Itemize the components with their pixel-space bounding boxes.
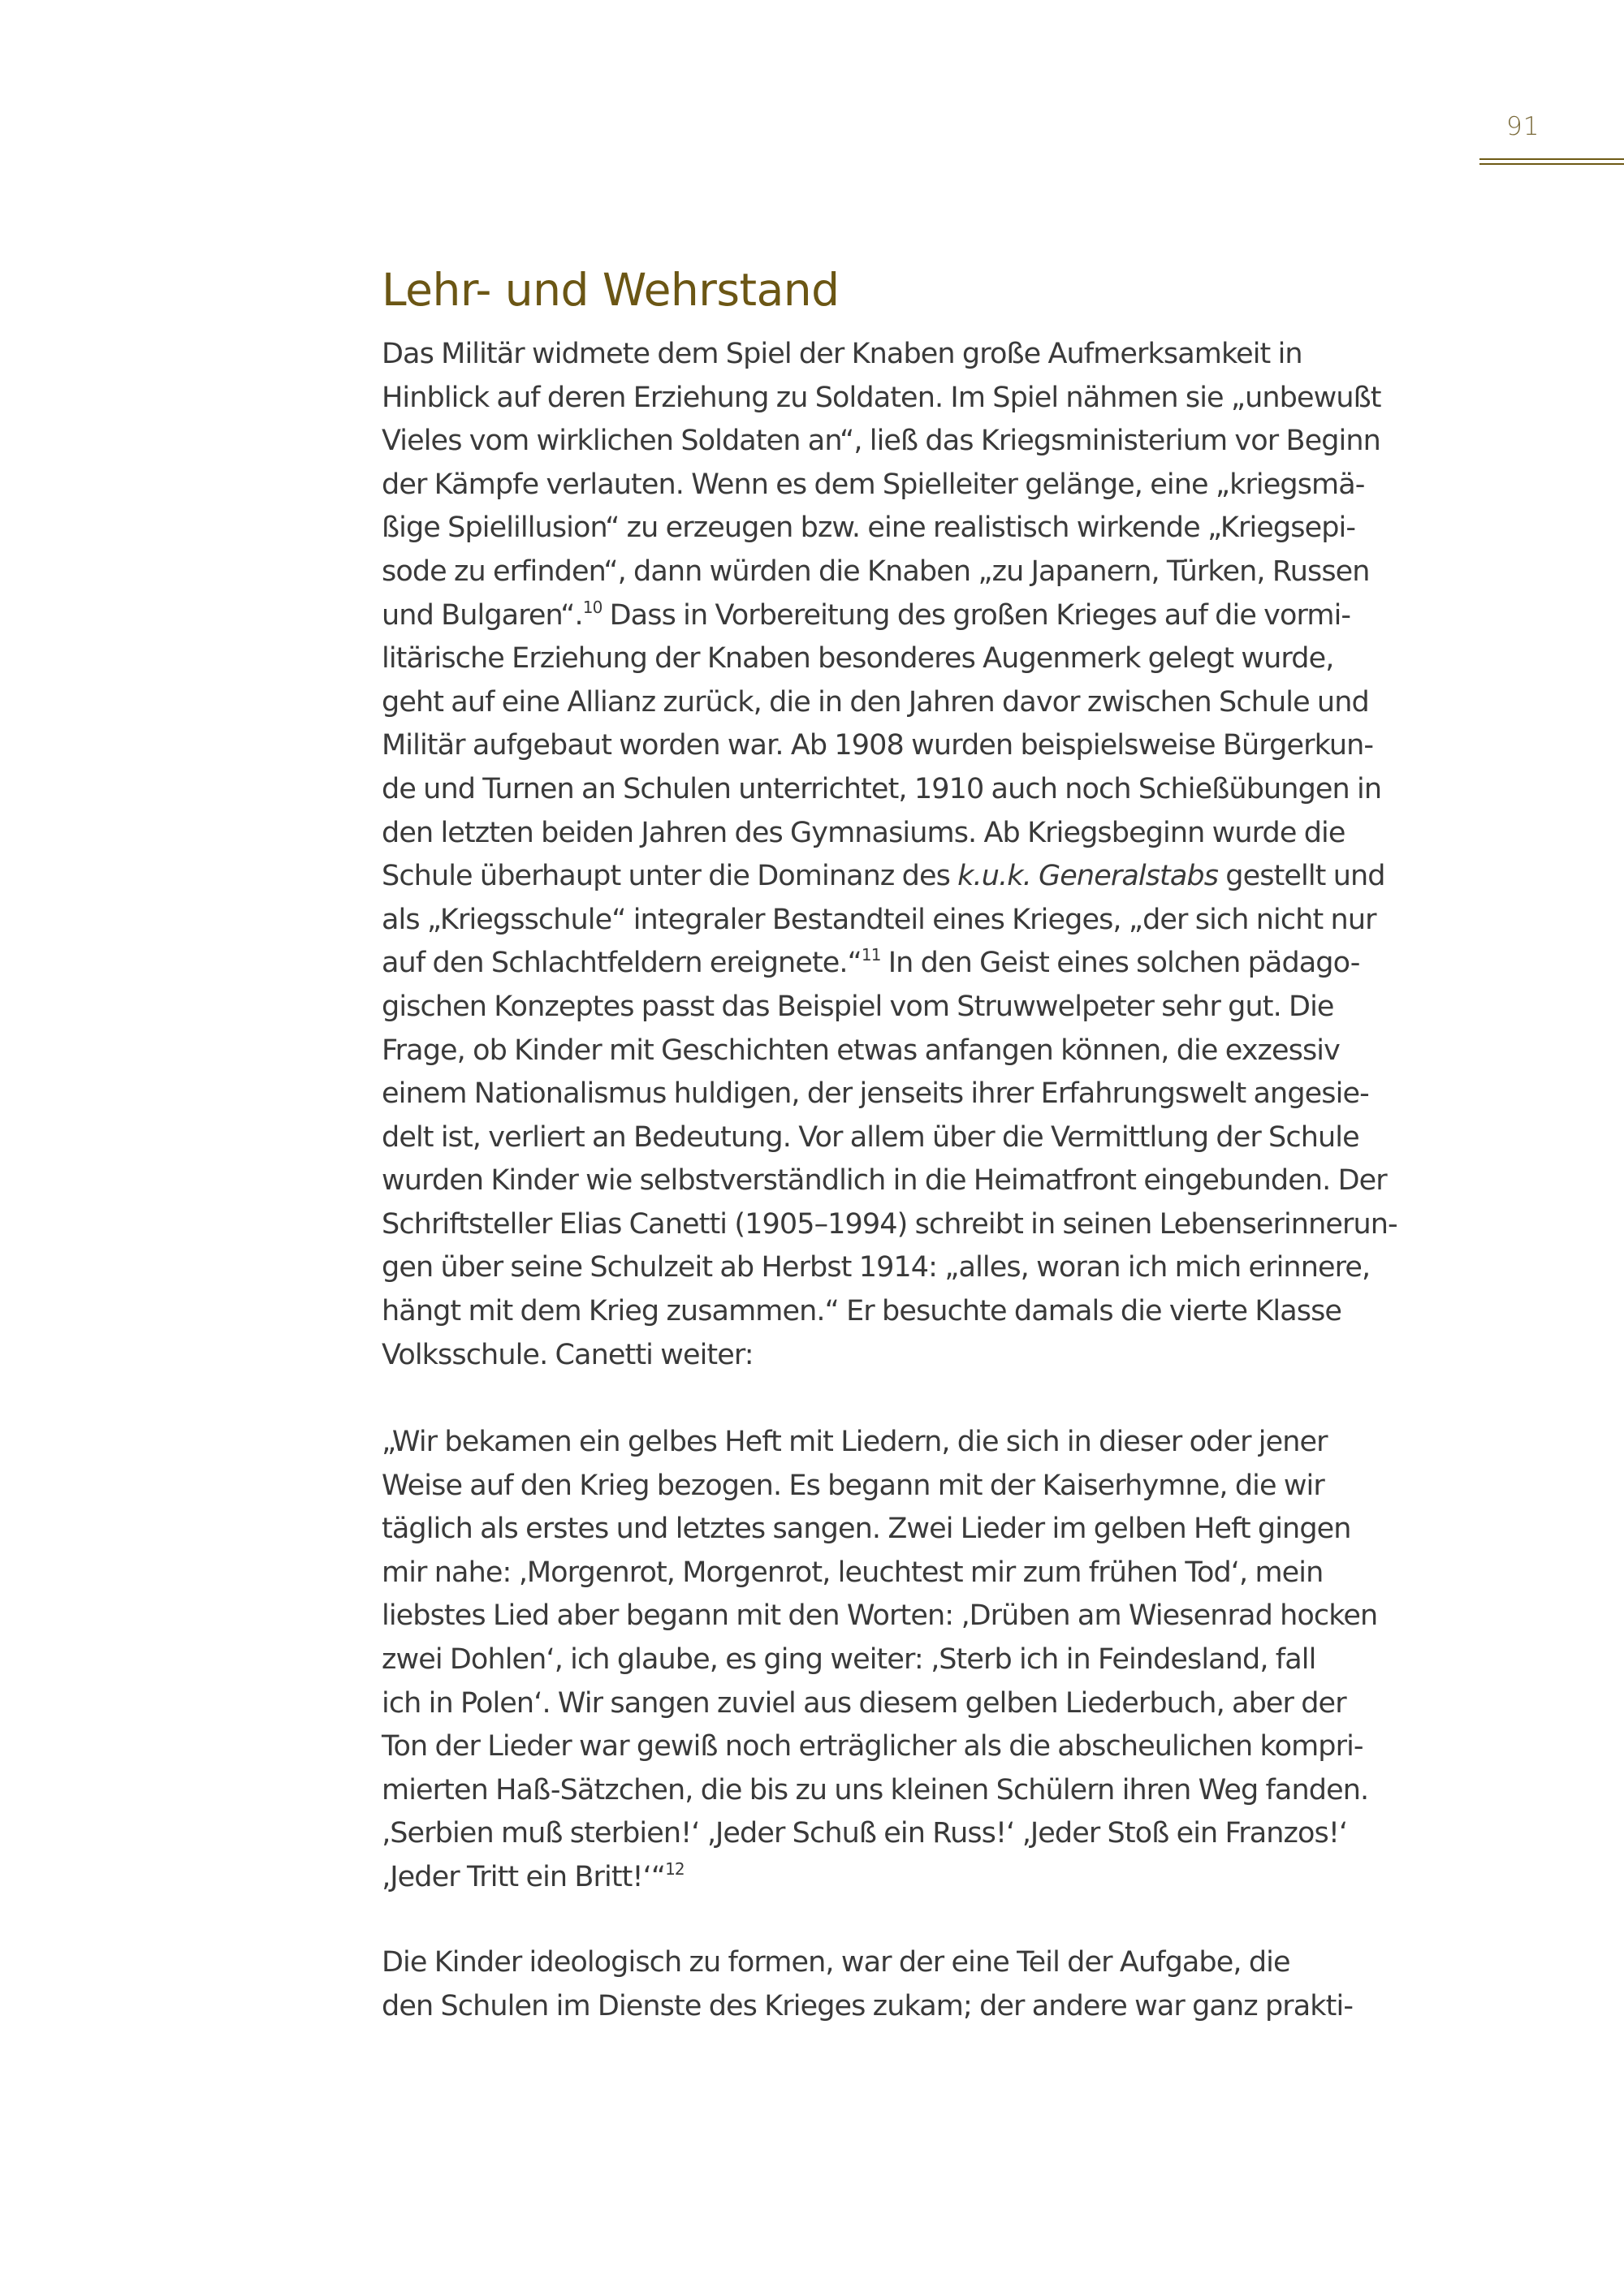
- page-number: 91: [1506, 112, 1540, 141]
- text-span: ‚Jeder Tritt ein Britt!‘“: [382, 1860, 666, 1893]
- text-span: Schriftsteller Elias Canetti (1905–1994) schreibt in seinen Lebenserinnerun-: [382, 1207, 1397, 1241]
- text-line: [382, 1638, 1462, 1682]
- text-span: Das Militär widmete dem Spiel der Knaben große Aufmerksamkeit in: [382, 338, 1302, 370]
- text-line: [382, 942, 1462, 986]
- text-span: zwei Dohlen‘, ich glaube, es ging weiter: ‚Sterb ich in Feindesland, fall: [382, 1642, 1316, 1676]
- header-rule: [1479, 158, 1624, 160]
- text-span: Die Kinder ideologisch zu formen, war der eine Teil der Aufgabe, die: [382, 1946, 1290, 1979]
- text-line: [382, 1334, 1462, 1378]
- text-span: ‚Serbien muß sterbien!‘ ‚Jeder Schuß ein Russ!‘ ‚Jeder Stoß ein Franzos!‘: [382, 1817, 1348, 1850]
- text-line: [382, 464, 1462, 507]
- text-span: täglich als erstes und letztes sangen. Zwei Lieder im gelben Heft gingen: [382, 1513, 1351, 1546]
- text-line: [382, 986, 1462, 1029]
- text-line: [382, 1073, 1462, 1116]
- text-span: und Bulgaren“.: [382, 598, 583, 632]
- text-line: [382, 550, 1462, 594]
- text-span: „Wir bekamen ein gelbes Heft mit Liedern, die sich in dieser oder jener: [382, 1426, 1328, 1458]
- text-line: [382, 812, 1462, 856]
- text-span: hängt mit dem Krieg zusammen.“ Er besuchte damals die vierte Klasse: [382, 1295, 1342, 1328]
- text-line: [382, 1246, 1462, 1290]
- text-span: Dass in Vorbereitung des großen Krieges auf die vormi-: [602, 598, 1351, 632]
- text-line: [382, 1769, 1462, 1813]
- text-span: den Schulen im Dienste des Krieges zukam; der andere war ganz prakti-: [382, 1989, 1354, 2022]
- text-line: [382, 1421, 1462, 1465]
- text-span: mir nahe: ‚Morgenrot, Morgenrot, leuchtest mir zum frühen Tod‘, mein: [382, 1556, 1324, 1589]
- text-span: In den Geist eines solchen pädago-: [880, 947, 1360, 980]
- text-line: [382, 1508, 1462, 1552]
- text-span: liebstes Lied aber begann mit den Worten: ‚Drüben am Wiesenrad hocken: [382, 1599, 1378, 1633]
- text-line: [382, 507, 1462, 550]
- text-span: wurden Kinder wie selbstverständlich in die Heimatfront eingebunden. Der: [382, 1164, 1387, 1198]
- text-span: ßige Spielillusion“ zu erzeugen bzw. eine realistisch wirkende „Kriegsepi-: [382, 511, 1356, 545]
- text-line: [382, 899, 1462, 943]
- text-line: [382, 594, 1462, 638]
- text-span: sode zu erfinden“, dann würden die Knaben „zu Japanern, Türken, Russen: [382, 555, 1370, 588]
- emphasis-text: k.u.k. Generalstabs: [957, 860, 1219, 893]
- text-span: Weise auf den Krieg bezogen. Es begann mit der Kaiserhymne, die wir: [382, 1469, 1324, 1502]
- text-span: den letzten beiden Jahren des Gymnasiums. Ab Kriegsbeginn wurde die: [382, 816, 1345, 849]
- text-span: geht auf eine Allianz zurück, die in den Jahren davor zwischen Schule und: [382, 685, 1369, 719]
- text-span: Vieles vom wirklichen Soldaten an“, ließ das Kriegsministerium vor Beginn: [382, 425, 1380, 458]
- text-line: [382, 333, 1462, 377]
- text-span: mierten Haß-Sätzchen, die bis zu uns kleinen Schülern ihren Weg fanden.: [382, 1773, 1369, 1806]
- text-line: [382, 1985, 1462, 2029]
- section-title: Lehr- und Wehrstand: [382, 263, 840, 316]
- text-line: [382, 1595, 1462, 1638]
- text-span: der Kämpfe verlauten. Wenn es dem Spielleiter gelänge, eine „kriegsmä-: [382, 468, 1365, 501]
- text-line: [382, 420, 1462, 464]
- text-line: [382, 637, 1462, 681]
- footnote-ref: 10: [582, 597, 603, 617]
- text-line: [382, 1203, 1462, 1247]
- text-line: [382, 1290, 1462, 1334]
- text-span: als „Kriegsschule“ integraler Bestandteil eines Krieges, „der sich nicht nur: [382, 903, 1376, 936]
- text-span: Ton der Lieder war gewiß noch erträglicher als die abscheulichen kompri-: [382, 1730, 1363, 1763]
- text-span: gestellt und: [1218, 860, 1385, 893]
- header-rule: [1479, 163, 1624, 165]
- text-span: auf den Schlachtfeldern ereignete.“: [382, 947, 862, 980]
- text-span: gischen Konzeptes passt das Beispiel vom Struwwelpeter sehr gut. Die: [382, 990, 1334, 1023]
- text-span: gen über seine Schulzeit ab Herbst 1914: „alles, woran ich mich erinnere,: [382, 1251, 1371, 1284]
- text-line: [382, 1941, 1462, 1985]
- text-line: [382, 1159, 1462, 1203]
- text-span: de und Turnen an Schulen unterrichtet, 1910 auch noch Schießübungen in: [382, 772, 1382, 805]
- text-span: Schule überhaupt unter die Dominanz des: [382, 860, 958, 893]
- block-quote: [382, 1421, 1462, 1900]
- text-line: [382, 1116, 1462, 1160]
- text-span: ich in Polen‘. Wir sangen zuviel aus diesem gelben Liederbuch, aber der: [382, 1686, 1346, 1720]
- text-line: [382, 377, 1462, 421]
- text-line: [382, 724, 1462, 768]
- text-line: [382, 1812, 1462, 1856]
- text-line: [382, 1465, 1462, 1509]
- text-span: delt ist, verliert an Bedeutung. Vor allem über die Vermittlung der Schule: [382, 1120, 1359, 1154]
- text-line: [382, 768, 1462, 812]
- text-line: [382, 1725, 1462, 1769]
- body-paragraph: [382, 1941, 1462, 2028]
- text-line: [382, 1029, 1462, 1073]
- text-line: [382, 1682, 1462, 1726]
- body-paragraph: [382, 333, 1462, 1377]
- text-line: [382, 1856, 1462, 1900]
- text-span: Hinblick auf deren Erziehung zu Soldaten. Im Spiel nähmen sie „unbewußt: [382, 381, 1381, 414]
- text-line: [382, 1552, 1462, 1595]
- text-span: einem Nationalismus huldigen, der jenseits ihrer Erfahrungswelt angesie-: [382, 1077, 1369, 1111]
- footnote-ref: 12: [665, 1858, 685, 1879]
- text-span: Frage, ob Kinder mit Geschichten etwas anfangen können, die exzessiv: [382, 1034, 1340, 1067]
- text-line: [382, 855, 1462, 899]
- text-span: litärische Erziehung der Knaben besonderes Augenmerk gelegt wurde,: [382, 642, 1334, 676]
- text-span: Volksschule. Canetti weiter:: [382, 1338, 754, 1371]
- text-span: Militär aufgebaut worden war. Ab 1908 wurden beispielsweise Bürgerkun-: [382, 729, 1374, 762]
- text-line: [382, 681, 1462, 725]
- footnote-ref: 11: [861, 945, 881, 965]
